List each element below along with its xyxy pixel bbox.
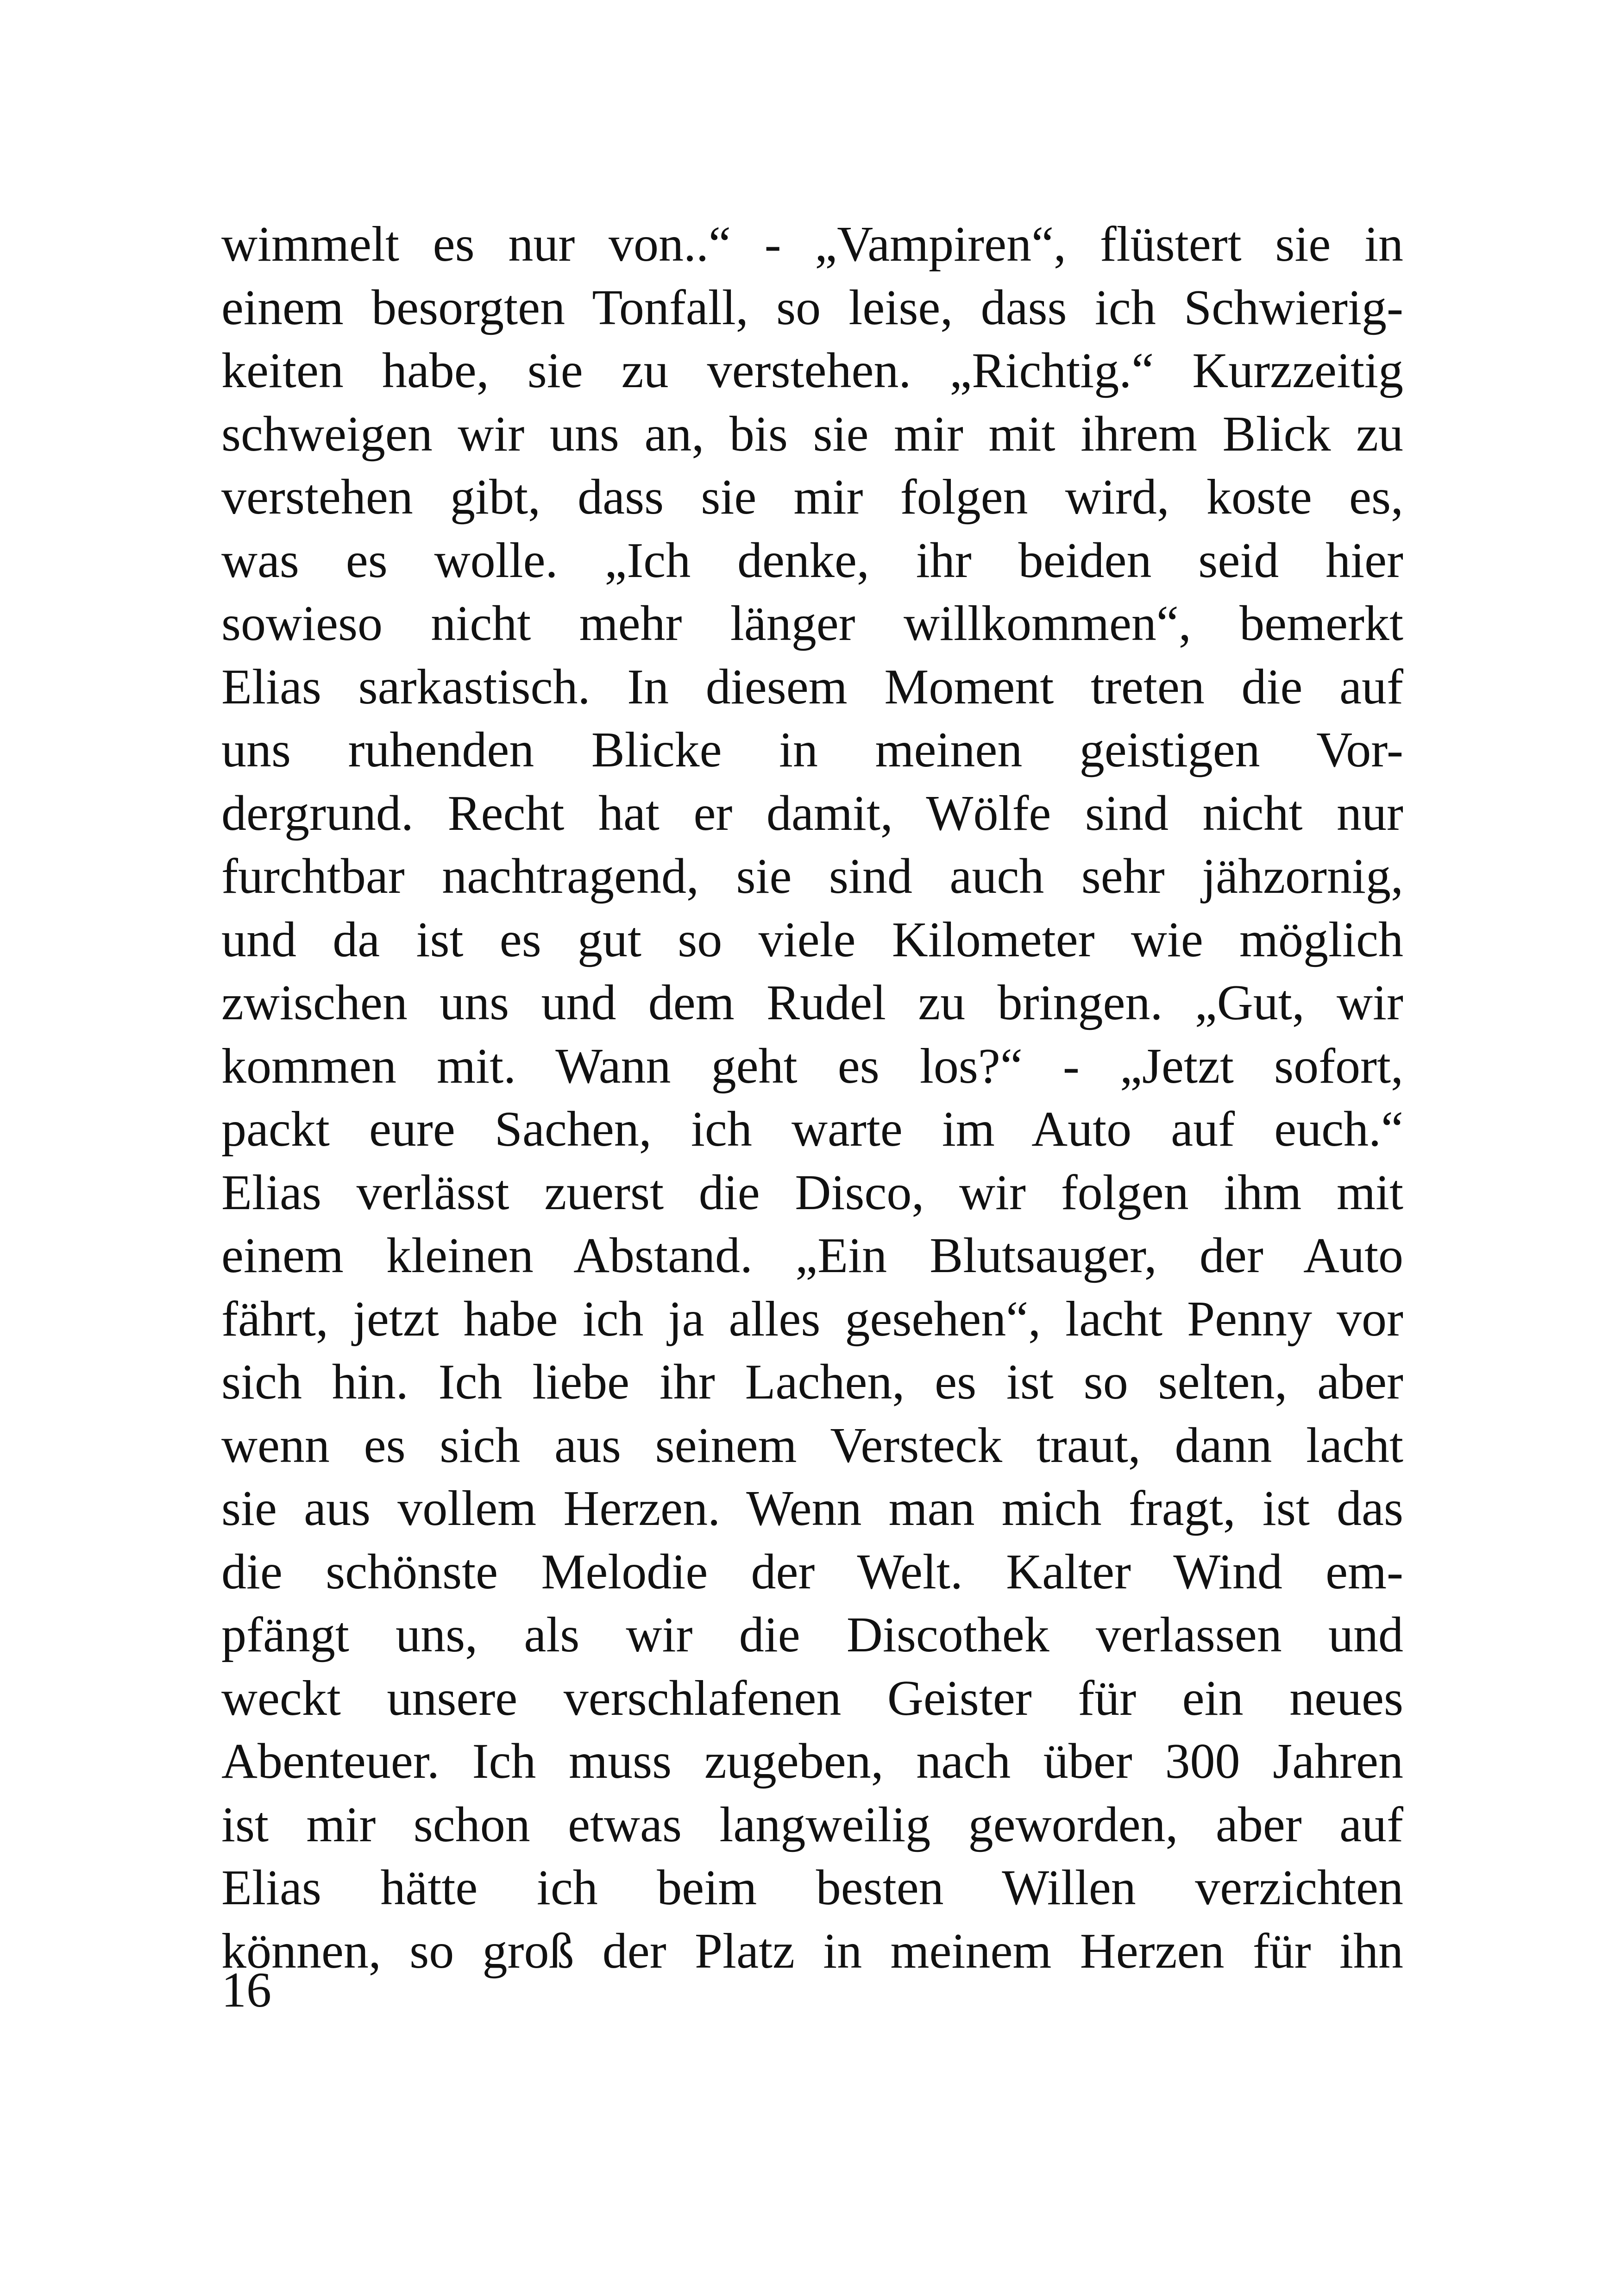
text-line: Abenteuer. Ich muss zugeben, nach über 300 Jahren <box>221 1734 1403 1789</box>
text-line: kommen mit. Wann geht es los?“ - „Jetzt sofort, <box>221 1038 1403 1094</box>
text-line: schweigen wir uns an, bis sie mir mit ihrem Blick zu <box>221 406 1403 462</box>
text-line: und da ist es gut so viele Kilometer wie möglich <box>221 912 1403 967</box>
text-line: ist mir schon etwas langweilig geworden, aber auf <box>221 1797 1403 1852</box>
text-line: verstehen gibt, dass sie mir folgen wird, koste es, <box>221 470 1403 525</box>
text-line: wimmelt es nur von..“ - „Vampiren“, flüstert sie in <box>221 217 1403 272</box>
text-line: einem kleinen Abstand. „Ein Blutsauger, der Auto <box>221 1228 1403 1283</box>
text-line: wenn es sich aus seinem Versteck traut, dann lacht <box>221 1418 1403 1473</box>
text-line: zwischen uns und dem Rudel zu bringen. „Gut, wir <box>221 975 1403 1030</box>
text-line: dergrund. Recht hat er damit, Wölfe sind nicht nur <box>221 785 1403 841</box>
text-line: können, so groß der Platz in meinem Herzen für ihn <box>221 1923 1403 1979</box>
body-text <box>221 213 1403 1983</box>
text-line: keiten habe, sie zu verstehen. „Richtig.“ Kurzzeitig <box>221 343 1403 398</box>
text-line: die schönste Melodie der Welt. Kalter Wind em- <box>221 1544 1403 1600</box>
text-line: sie aus vollem Herzen. Wenn man mich fragt, ist das <box>221 1481 1403 1536</box>
text-line: Elias sarkastisch. In diesem Moment treten die auf <box>221 659 1403 715</box>
text-line: sowieso nicht mehr länger willkommen“, bemerkt <box>221 596 1403 651</box>
text-line: weckt unsere verschlafenen Geister für ein neues <box>221 1670 1403 1726</box>
text-line: furchtbar nachtragend, sie sind auch sehr jähzornig, <box>221 849 1403 904</box>
text-line: einem besorgten Tonfall, so leise, dass ich Schwierig- <box>221 280 1403 335</box>
text-line: fährt, jetzt habe ich ja alles gesehen“, lacht Penny vor <box>221 1291 1403 1347</box>
text-line: was es wolle. „Ich denke, ihr beiden seid hier <box>221 533 1403 588</box>
text-line: uns ruhenden Blicke in meinen geistigen Vor- <box>221 722 1403 778</box>
text-line: sich hin. Ich liebe ihr Lachen, es ist so selten, aber <box>221 1355 1403 1410</box>
text-line: Elias verlässt zuerst die Disco, wir folgen ihm mit <box>221 1165 1403 1220</box>
page-number: 16 <box>221 1963 271 2018</box>
text-line: pfängt uns, als wir die Discothek verlassen und <box>221 1607 1403 1662</box>
text-line: packt eure Sachen, ich warte im Auto auf euch.“ <box>221 1102 1403 1157</box>
text-line: Elias hätte ich beim besten Willen verzichten <box>221 1860 1403 1915</box>
